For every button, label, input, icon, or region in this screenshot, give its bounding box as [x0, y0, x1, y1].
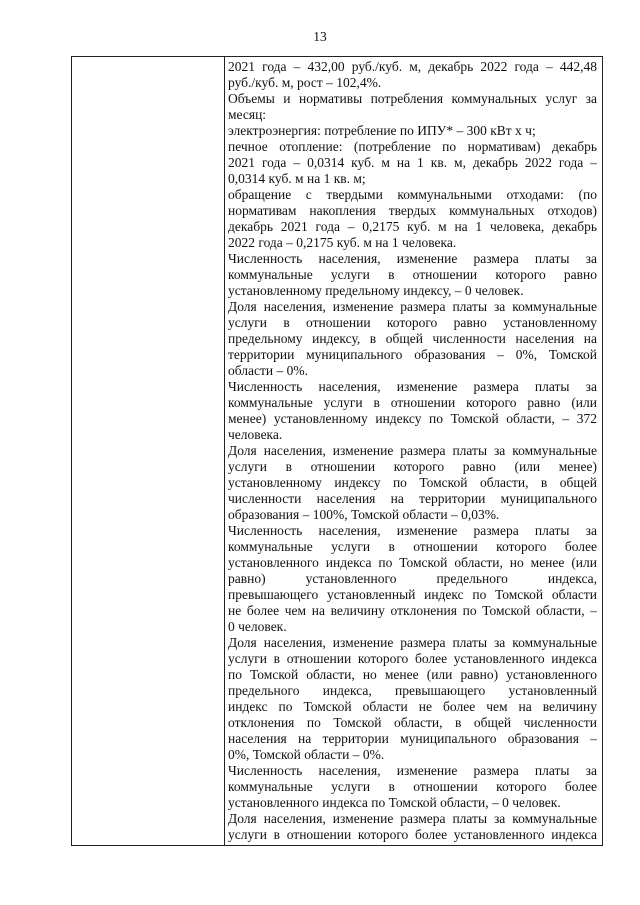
text-line: превышающего установленный индекс по Томской области	[228, 587, 597, 602]
text-line: равно) установленного предельного индекса,	[228, 571, 597, 586]
text-line: области – 0%.	[228, 363, 308, 378]
table-right-cell-text	[228, 59, 597, 843]
text-line: Доля населения, изменение размера платы за коммунальные	[228, 299, 597, 314]
text-line: установленному предельному индексу, – 0 человек.	[228, 283, 524, 298]
text-line: Доля населения, изменение размера платы за коммунальные	[228, 811, 597, 826]
text-line: Численность населения, изменение размера платы за	[228, 763, 597, 778]
text-line: нормативам накопления твердых коммунальных отходов)	[228, 203, 597, 218]
text-line: Доля населения, изменение размера платы за коммунальные	[228, 635, 597, 650]
text-line: установленного индекса по Томской области, – 0 человек.	[228, 795, 561, 810]
page-number: 13	[313, 29, 327, 44]
text-line: численности населения на территории муниципального	[228, 491, 597, 506]
text-line: человека.	[228, 427, 283, 442]
text-line: менее) установленному индексу по Томской области, – 372	[228, 411, 597, 426]
text-line: услуги в отношении которого более установленного индекса	[228, 651, 597, 666]
text-line: 2022 года – 0,2175 куб. м на 1 человека.	[228, 235, 457, 250]
text-line: коммунальные услуги в отношении которого более	[228, 779, 597, 794]
text-line: месяц:	[228, 107, 267, 122]
text-line: 0 человек.	[228, 619, 287, 634]
text-line: предельного индекса, превышающего установленный	[228, 683, 597, 698]
text-line: Численность населения, изменение размера платы за	[228, 523, 597, 538]
text-line: услуги в отношении которого более установленного индекса	[228, 827, 597, 842]
text-line: установленного индекса по Томской области, но менее (или	[228, 555, 597, 570]
text-line: 0,0314 куб. м на 1 кв. м;	[228, 171, 366, 186]
text-line: территории муниципального образования – 0%, Томской	[228, 347, 597, 362]
text-line: отклонения по Томской области, в общей численности	[228, 715, 597, 730]
table-left-cell	[72, 57, 224, 845]
text-line: предельному индексу, в общей численности населения на	[228, 331, 597, 346]
text-line: электроэнергия: потребление по ИПУ* – 300 кВт х ч;	[228, 123, 536, 138]
text-line: Доля населения, изменение размера платы за коммунальные	[228, 443, 597, 458]
text-line: Объемы и нормативы потребления коммунальных услуг за	[228, 91, 597, 106]
text-line: по Томской области, но менее (или равно) установленного	[228, 667, 597, 682]
text-line: не более чем на величину отклонения по Томской области, –	[228, 603, 597, 618]
text-line: коммунальные услуги в отношении которого равно	[228, 267, 597, 282]
column-divider	[224, 57, 225, 845]
text-line: услуги в отношении которого равно установленному	[228, 315, 597, 330]
text-line: коммунальные услуги в отношении которого равно (или	[228, 395, 597, 410]
text-line: декабрь 2021 года – 0,2175 куб. м на 1 человека, декабрь	[228, 219, 597, 234]
text-line: руб./куб. м, рост – 102,4%.	[228, 75, 382, 90]
text-line: Численность населения, изменение размера платы за	[228, 379, 597, 394]
text-line: 0%, Томской области – 0%.	[228, 747, 385, 762]
text-line: населения на территории муниципального образования –	[228, 731, 597, 746]
text-line: Численность населения, изменение размера платы за	[228, 251, 597, 266]
text-line: коммунальные услуги в отношении которого более	[228, 539, 597, 554]
text-line: услуги в отношении которого равно (или менее)	[228, 459, 597, 474]
document-table	[71, 56, 603, 846]
text-line: 2021 года – 0,0314 куб. м на 1 кв. м, декабрь 2022 года –	[228, 155, 597, 170]
text-line: печное отопление: (потребление по нормативам) декабрь	[228, 139, 597, 154]
text-line: обращение с твердыми коммунальными отходами: (по	[228, 187, 597, 202]
text-line: установленному индексу по Томской области, в общей	[228, 475, 597, 490]
text-line: образования – 100%, Томской области – 0,03%.	[228, 507, 500, 522]
text-line: 2021 года – 432,00 руб./куб. м, декабрь 2022 года – 442,48	[228, 59, 597, 74]
text-line: индекс по Томской области не более чем на величину	[228, 699, 597, 714]
